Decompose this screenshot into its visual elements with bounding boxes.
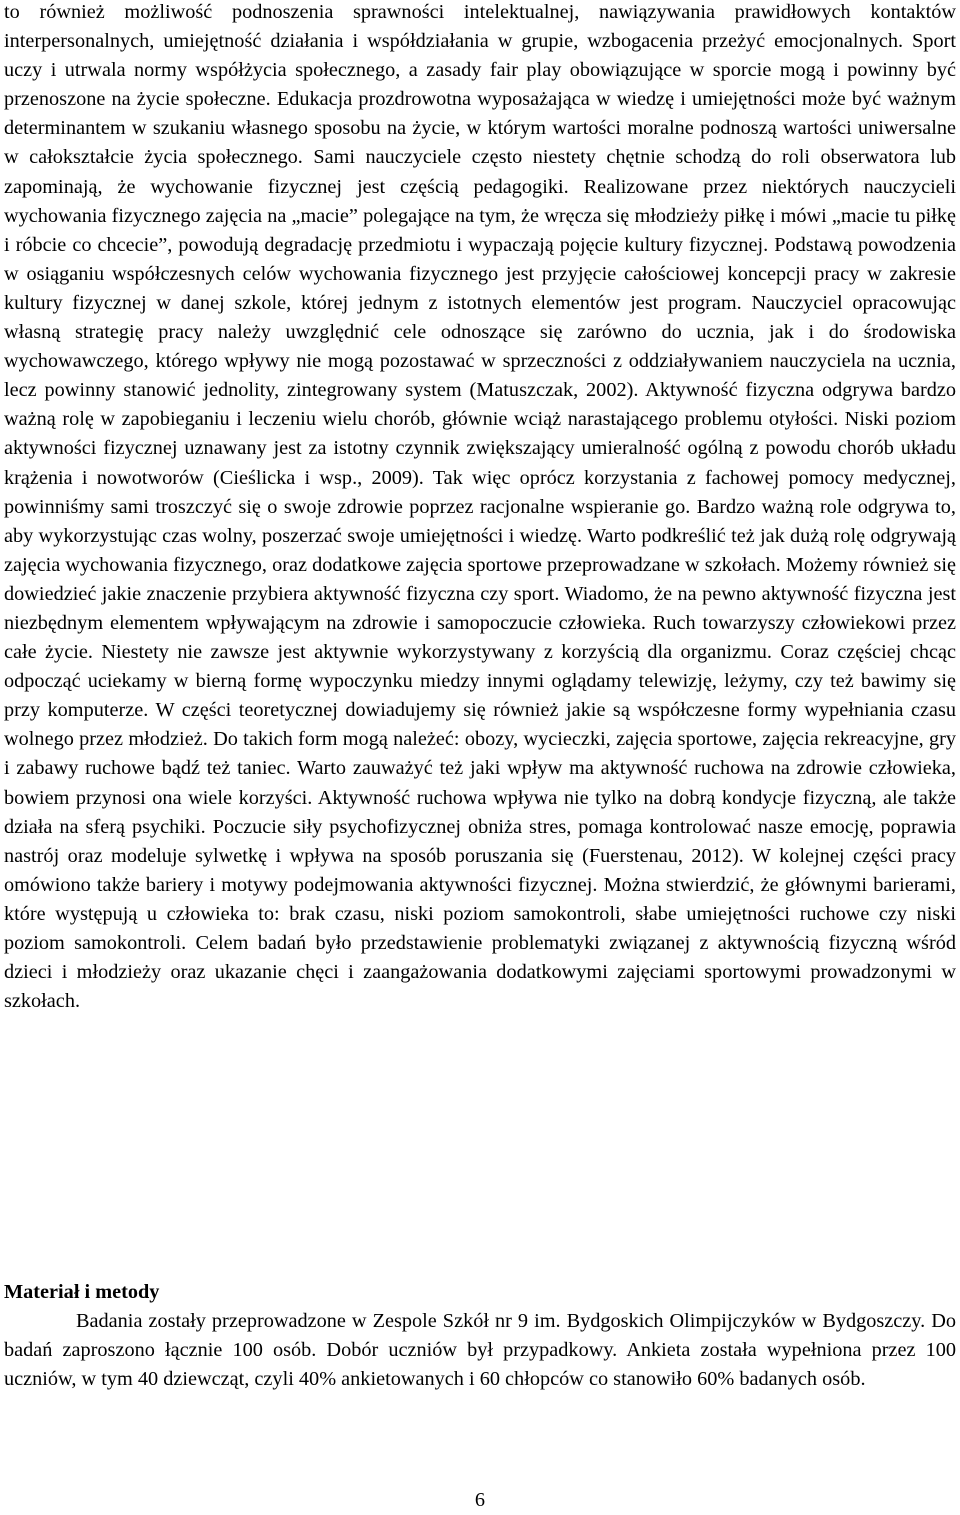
section-heading: Materiał i metody — [4, 1281, 160, 1303]
page-number: 6 — [474, 1489, 486, 1511]
methods-paragraph: Badania zostały przeprowadzone w Zespole Szkół nr 9 im. Bydgoskich Olimpijczyków w Bydgoszczy. Do badań zaproszono łącznie 100 osób. Dobór uczniów był przypadkowy. Ankieta została wypełniona przez 100 uczniów, w tym 40 dziewcząt, czyli 40% ankietowanych i 60 chłopców co stanowiło 60% badanych osób. — [4, 1310, 956, 1391]
body-paragraph: to również możliwość podnoszenia sprawności intelektualnej, nawiązywania prawidłowych kontaktów interpersonalnych, umiejętność działania i współdziałania w grupie, wzbogacenia przeżyć emocjonalnych. Sport uczy i utrwala normy współżycia społecznego, a zasady fair play obowiązujące w sporcie mogą i powinny być przenoszone na życie społeczne. Edukacja prozdrowotna wyposażająca w wiedzę i umiejętności może być ważnym determinantem w szukaniu własnego sposobu na życie, w którym wartości moralne podnoszą wartości uniwersalne w całokształcie życia społecznego. Sami nauczyciele często niestety chętnie schodzą do roli obserwatora lub zapominają, że wychowanie fizycznej jest częścią pedagogiki. Realizowane przez niektórych nauczycieli wychowania fizycznego zajęcia na „macie” polegające na tym, że wręcza się młodzieży piłkę i mówi „macie tu piłkę i róbcie co chcecie”, powodują degradację przedmiotu i wypaczają pojęcie kultury fizycznej. Podstawą powodzenia w osiąganiu współczesnych celów wychowania fizycznego jest przyjęcie całościowej koncepcji pracy w zakresie kultury fizycznej w danej szkole, której jednym z istotnych elementów jest program. Nauczyciel opracowując własną strategię pracy należy uwzględnić cele odnoszące się zarówno do ucznia, jak i do środowiska wychowawczego, którego wpływy nie mogą pozostawać w sprzeczności z oddziaływaniem nauczyciela na ucznia, lecz powinny stanowić jednolity, zintegrowany system (Matuszczak, 2002). Aktywność fizyczna odgrywa bardzo ważną rolę w zapobieganiu i leczeniu wielu chorób, głównie wciąż narastającego problemu otyłości. Niski poziom aktywności fizycznej uznawany jest za istotny czynnik zwiększający umieralność ogólną z powodu chorób układu krążenia i nowotworów (Cieślicka i wsp., 2009). Tak więc oprócz korzystania z fachowej pomocy medycznej, powinniśmy sami troszczyć się o swoje zdrowie poprzez racjonalne wspieranie go. Bardzo ważną role odgrywa to, aby wykorzystując czas wolny, poszerzać swoje umiejętności i wiedzę. Warto podkreślić też jak dużą rolę odgrywają zajęcia wychowania fizycznego, oraz dodatkowe zajęcia sportowe przeprowadzane w szkołach. Możemy również się dowiedzieć jakie znaczenie przybiera aktywność fizyczna czy sport. Wiadomo, że na pewno aktywność fizyczna jest niezbędnym elementem wpływającym na zdrowie i samopoczucie człowieka. Ruch towarzyszy człowiekowi przez całe życie. Niestety nie zawsze jest aktywnie wykorzystywany z korzyścią dla organizmu. Coraz częściej chcąc odpocząć uciekamy w bierną formę wypoczynku miedzy innymi oglądamy telewizję, leżymy, czy też bawimy się przy komputerze. W części teoretycznej dowiadujemy się również jakie są współczesne formy wypełniania czasu wolnego przez młodzież. Do takich form mogą należeć: obozy, wycieczki, zajęcia sportowe, zajęcia rekreacyjne, gry i zabawy ruchowe bądź też taniec. Warto zauważyć też jaki wpływ ma aktywność ruchowa na zdrowie człowieka, bowiem przynosi ona wiele korzyści. Aktywność ruchowa wpływa nie tylko na dobrą kondycje fizyczną, ale także działa na sferą psychiki. Poczucie siły psychofizycznej obniża stres, pomaga kontrolować nasze emocję, poprawia nastrój oraz modeluje sylwetkę i wpływa na sposób poruszania się (Fuerstenau, 2012). W kolejnej części pracy omówiono także bariery i motywy podejmowania aktywności fizycznej. Można stwierdzić, że głównymi barierami, które występują u człowieka to: brak czasu, niski poziom samokontroli, słabe umiejętności ruchowe czy niski poziom samokontroli. Celem badań było przedstawienie problematyki związanej z aktywnością fizyczną wśród dzieci i młodzieży oraz ukazanie chęci i zaangażowania dodatkowymi zajęciami sportowymi prowadzonymi w szkołach. — [4, 1, 956, 1013]
